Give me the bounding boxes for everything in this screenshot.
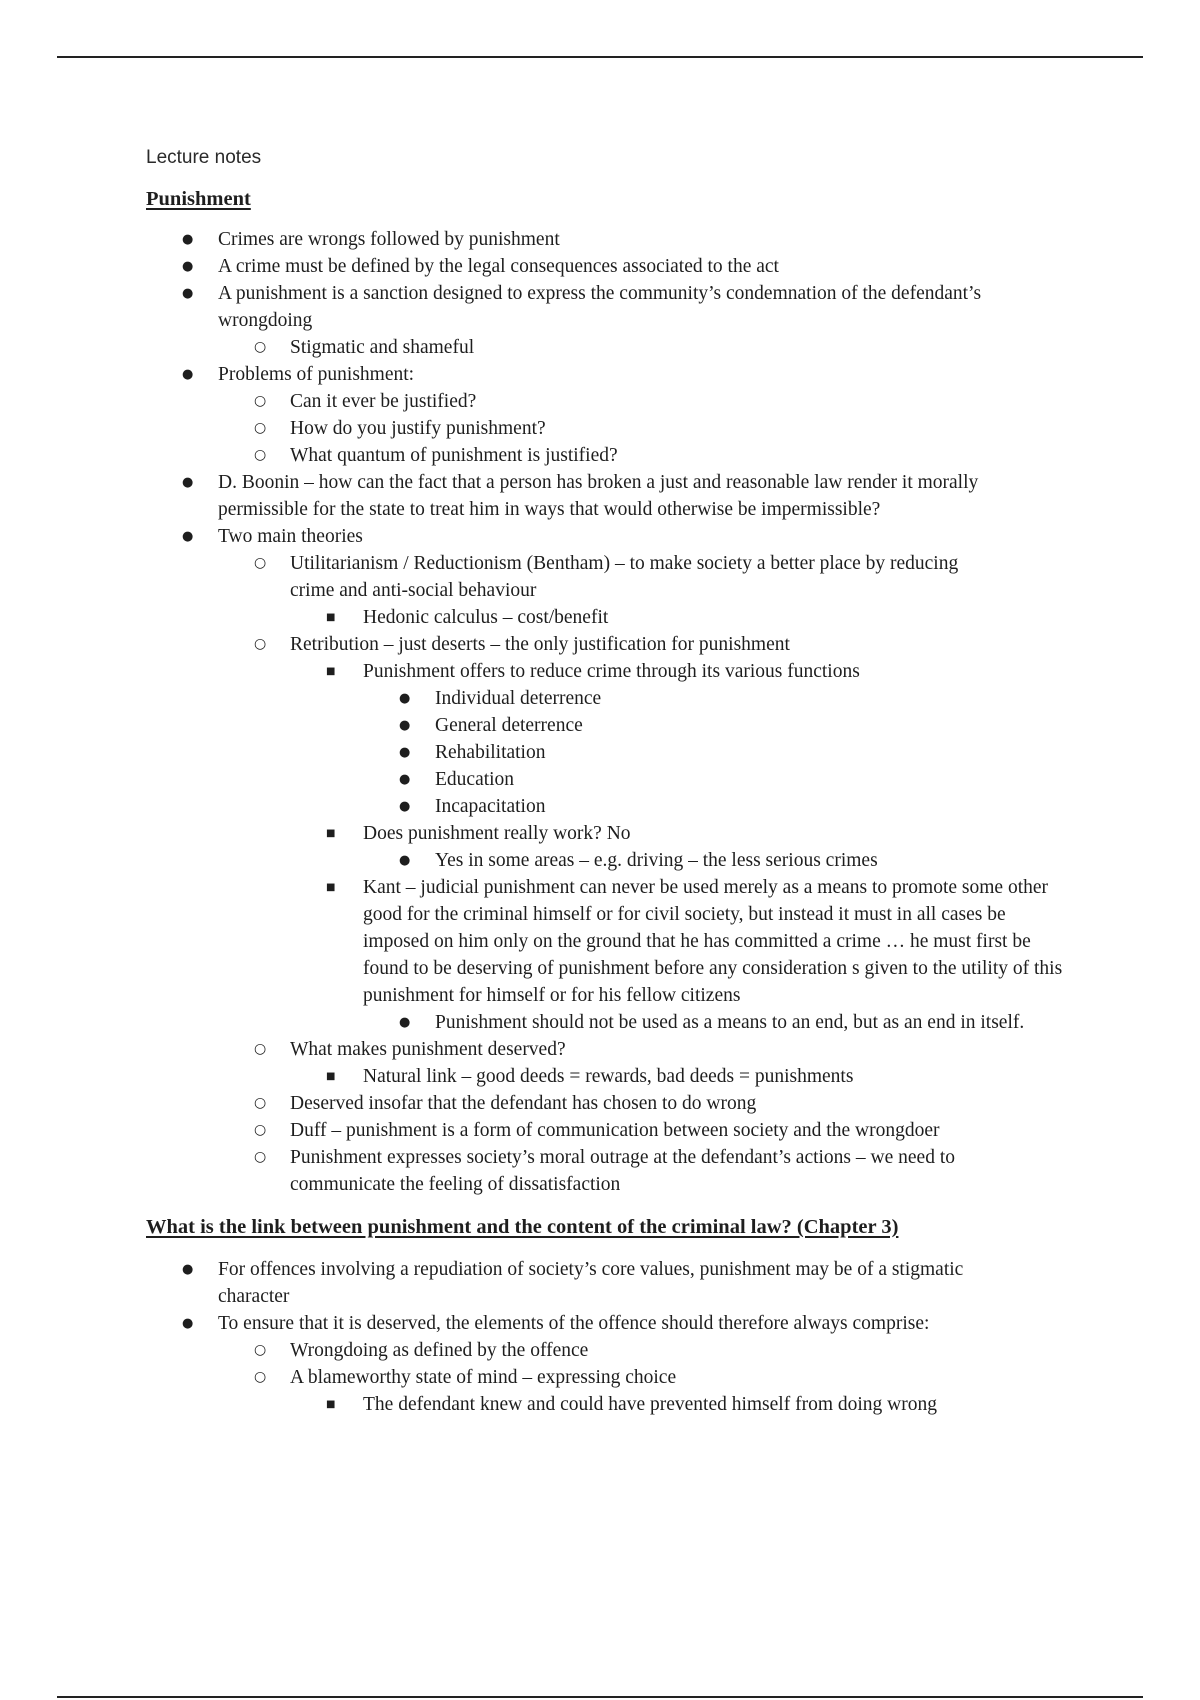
bullet-disc-icon: ● — [182, 1262, 194, 1277]
bullet-disc-icon: ● — [399, 718, 411, 733]
bullet-square-icon: ■ — [326, 612, 336, 623]
bullet-disc-icon: ● — [399, 691, 411, 706]
bullet-square-icon: ■ — [326, 1071, 336, 1082]
top-rule — [57, 56, 1143, 58]
list-item: ● A punishment is a sanction designed to express the community’s condemnation of the defendant’s wrongdoing ○ Stigmatic and shameful — [146, 280, 1066, 361]
bullet-disc-icon: ● — [399, 772, 411, 787]
list-item: ○ Can it ever be justified? — [218, 388, 1066, 415]
list-item: ● Education — [363, 766, 1066, 793]
bullet-circle-icon: ○ — [254, 1149, 267, 1165]
list-item: ○ Wrongdoing as defined by the offence — [218, 1337, 1066, 1364]
bullet-circle-icon: ○ — [254, 420, 267, 436]
list-item: ● Punishment should not be used as a means to an end, but as an end in itself. — [363, 1009, 1066, 1036]
sublist — [363, 847, 1066, 874]
section-heading-punishment: Punishment — [146, 188, 251, 210]
bullet-disc-icon: ● — [182, 1316, 194, 1331]
sublist — [146, 334, 1066, 361]
list-item: ■ Kant – judicial punishment can never be used merely as a means to promote some other good for the criminal himself or for civil society, but instead it must in all cases be imposed on him only on the ground that he has committed a crime … he must first be found to be deserving of punishment before any consideration s given to the utility of this punishment for himself or for his fellow citizens ● Punishment should not be used as a means to an end, but as an end in itself. — [290, 874, 1066, 1036]
sublist — [218, 1337, 1066, 1418]
bullet-square-icon: ■ — [326, 828, 336, 839]
sublist — [363, 685, 1066, 820]
list-item: ○ Punishment expresses society’s moral outrage at the defendant’s actions – we need to communicate the feeling of dissatisfaction — [218, 1144, 1066, 1198]
bullet-disc-icon: ● — [182, 232, 194, 247]
list-item: ● General deterrence — [363, 712, 1066, 739]
document-label: Lecture notes — [146, 147, 262, 168]
list-item: ● Crimes are wrongs followed by punishment — [146, 226, 1066, 253]
bullet-disc-icon: ● — [399, 853, 411, 868]
list-item: ○ Utilitarianism / Reductionism (Bentham) – to make society a better place by reducing crime and anti-social behaviour ■ Hedonic calculus – cost/benefit — [218, 550, 1066, 631]
list-item: ○ Stigmatic and shameful — [218, 334, 1066, 361]
list-item: ● For offences involving a repudiation of society’s core values, punishment may be of a stigmatic character — [146, 1256, 1066, 1310]
sublist — [290, 1391, 1066, 1418]
bullet-circle-icon: ○ — [254, 555, 267, 571]
bullet-disc-icon: ● — [399, 799, 411, 814]
list-item: ● Individual deterrence — [363, 685, 1066, 712]
link-list — [146, 1256, 1066, 1418]
sublist — [290, 658, 1066, 1036]
list-item: ● To ensure that it is deserved, the elements of the offence should therefore always comprise: ○ Wrongdoing as defined by the offence ○ A blameworthy state of mind – expressing choice ■ The defendant knew and could have prevented himself from doing wrong — [146, 1310, 1066, 1418]
sublist — [363, 1009, 1066, 1036]
bullet-disc-icon: ● — [182, 475, 194, 490]
bullet-circle-icon: ○ — [254, 636, 267, 652]
bullet-disc-icon: ● — [182, 259, 194, 274]
list-item: ○ What makes punishment deserved? ■ Natural link – good deeds = rewards, bad deeds = punishments — [218, 1036, 1066, 1090]
sublist — [290, 604, 1066, 631]
list-item: ● Yes in some areas – e.g. driving – the less serious crimes — [363, 847, 1066, 874]
list-item: ○ How do you justify punishment? — [218, 415, 1066, 442]
list-item: ■ The defendant knew and could have prevented himself from doing wrong — [290, 1391, 1066, 1418]
bullet-circle-icon: ○ — [254, 393, 267, 409]
list-item: ● D. Boonin – how can the fact that a person has broken a just and reasonable law render it morally permissible for the state to treat him in ways that would otherwise be impermissible? — [146, 469, 1066, 523]
list-item: ○ A blameworthy state of mind – expressing choice ■ The defendant knew and could have prevented himself from doing wrong — [218, 1364, 1066, 1418]
list-item: ● A crime must be defined by the legal consequences associated to the act — [146, 253, 1066, 280]
bullet-disc-icon: ● — [399, 745, 411, 760]
bullet-circle-icon: ○ — [254, 1095, 267, 1111]
bullet-circle-icon: ○ — [254, 1342, 267, 1358]
bullet-disc-icon: ● — [399, 1015, 411, 1030]
list-item: ○ What quantum of punishment is justified? — [218, 442, 1066, 469]
list-item: ○ Retribution – just deserts – the only justification for punishment ■ Punishment offers to reduce crime through its various functions ● Individual deterrence ● General deterrence ● Rehabilitation ● Education ● Incapacitation ■ Does punishment really work? No ● Yes in some areas – e.g. driving – the less serious crimes ■ Kant – judicial punishment can never be used merely as a means to promote some other good for the criminal himself or for civil society, but instead it must in all cases be imposed on him only on the ground that he has committed a crime … he must first be found to be deserving of punishment before any consideration s given to the utility of this punishment for himself or for his fellow citizens ● Punishment should not be used as a means to an end, but as an end in itself. — [218, 631, 1066, 1036]
bullet-square-icon: ■ — [326, 666, 336, 677]
punishment-list — [146, 226, 1066, 1198]
list-item: ● Incapacitation — [363, 793, 1066, 820]
sublist — [218, 550, 1066, 1198]
bullet-circle-icon: ○ — [254, 1041, 267, 1057]
bullet-square-icon: ■ — [326, 1399, 336, 1410]
list-item: ■ Punishment offers to reduce crime through its various functions ● Individual deterrence ● General deterrence ● Rehabilitation ● Education ● Incapacitation — [290, 658, 1066, 820]
bullet-circle-icon: ○ — [254, 1122, 267, 1138]
list-item: ● Problems of punishment: ○ Can it ever be justified? ○ How do you justify punishment? ○ What quantum of punishment is justified? — [146, 361, 1066, 469]
list-item: ● Two main theories ○ Utilitarianism / Reductionism (Bentham) – to make society a better place by reducing crime and anti-social behaviour ■ Hedonic calculus – cost/benefit ○ Retribution – just deserts – the only justification for punishment ■ Punishment offers to reduce crime through its various functions ● Individual deterrence ● General deterrence ● Rehabilitation ● Education ● Incapacitation ■ Does punishment really work? No ● Yes in some areas – e.g. driving – the less serious crimes ■ Kant – judicial punishment can never be used merely as a means to promote some other good for the criminal himself or for civil society, but instead it must in all cases be imposed on him only on the ground that he has committed a crime … he must first be found to be deserving of punishment before any consideration s given to the utility of this punishment for himself or for his fellow citizens ● Punishment should not be used as a means to an end, but as an end in itself. ○ What makes punishment deserved? ■ Natural link – good deeds = rewards, bad deeds = punishments ○ Deserved insofar that the defendant has chosen to do wrong ○ Duff – punishment is a form of communication between society and the wrongdoer ○ Punishment expresses society’s moral outrage at the defendant’s actions – we need to communicate the feeling of dissatisfaction — [146, 523, 1066, 1198]
bullet-disc-icon: ● — [182, 367, 194, 382]
sublist — [290, 1063, 1066, 1090]
section-heading-link: What is the link between punishment and the content of the criminal law? (Chapter 3) — [146, 1216, 899, 1238]
bullet-disc-icon: ● — [182, 529, 194, 544]
bullet-disc-icon: ● — [182, 286, 194, 301]
bullet-square-icon: ■ — [326, 882, 336, 893]
list-item: ■ Natural link – good deeds = rewards, bad deeds = punishments — [290, 1063, 1066, 1090]
list-item: ○ Duff – punishment is a form of communication between society and the wrongdoer — [218, 1117, 1066, 1144]
list-item: ■ Hedonic calculus – cost/benefit — [290, 604, 1066, 631]
list-item: ○ Deserved insofar that the defendant has chosen to do wrong — [218, 1090, 1066, 1117]
bullet-circle-icon: ○ — [254, 339, 267, 355]
list-item: ■ Does punishment really work? No ● Yes in some areas – e.g. driving – the less serious crimes — [290, 820, 1066, 874]
bullet-circle-icon: ○ — [254, 447, 267, 463]
bottom-rule — [57, 1696, 1143, 1698]
bullet-circle-icon: ○ — [254, 1369, 267, 1385]
list-item: ● Rehabilitation — [363, 739, 1066, 766]
sublist — [218, 388, 1066, 469]
document-body — [146, 146, 1066, 1418]
